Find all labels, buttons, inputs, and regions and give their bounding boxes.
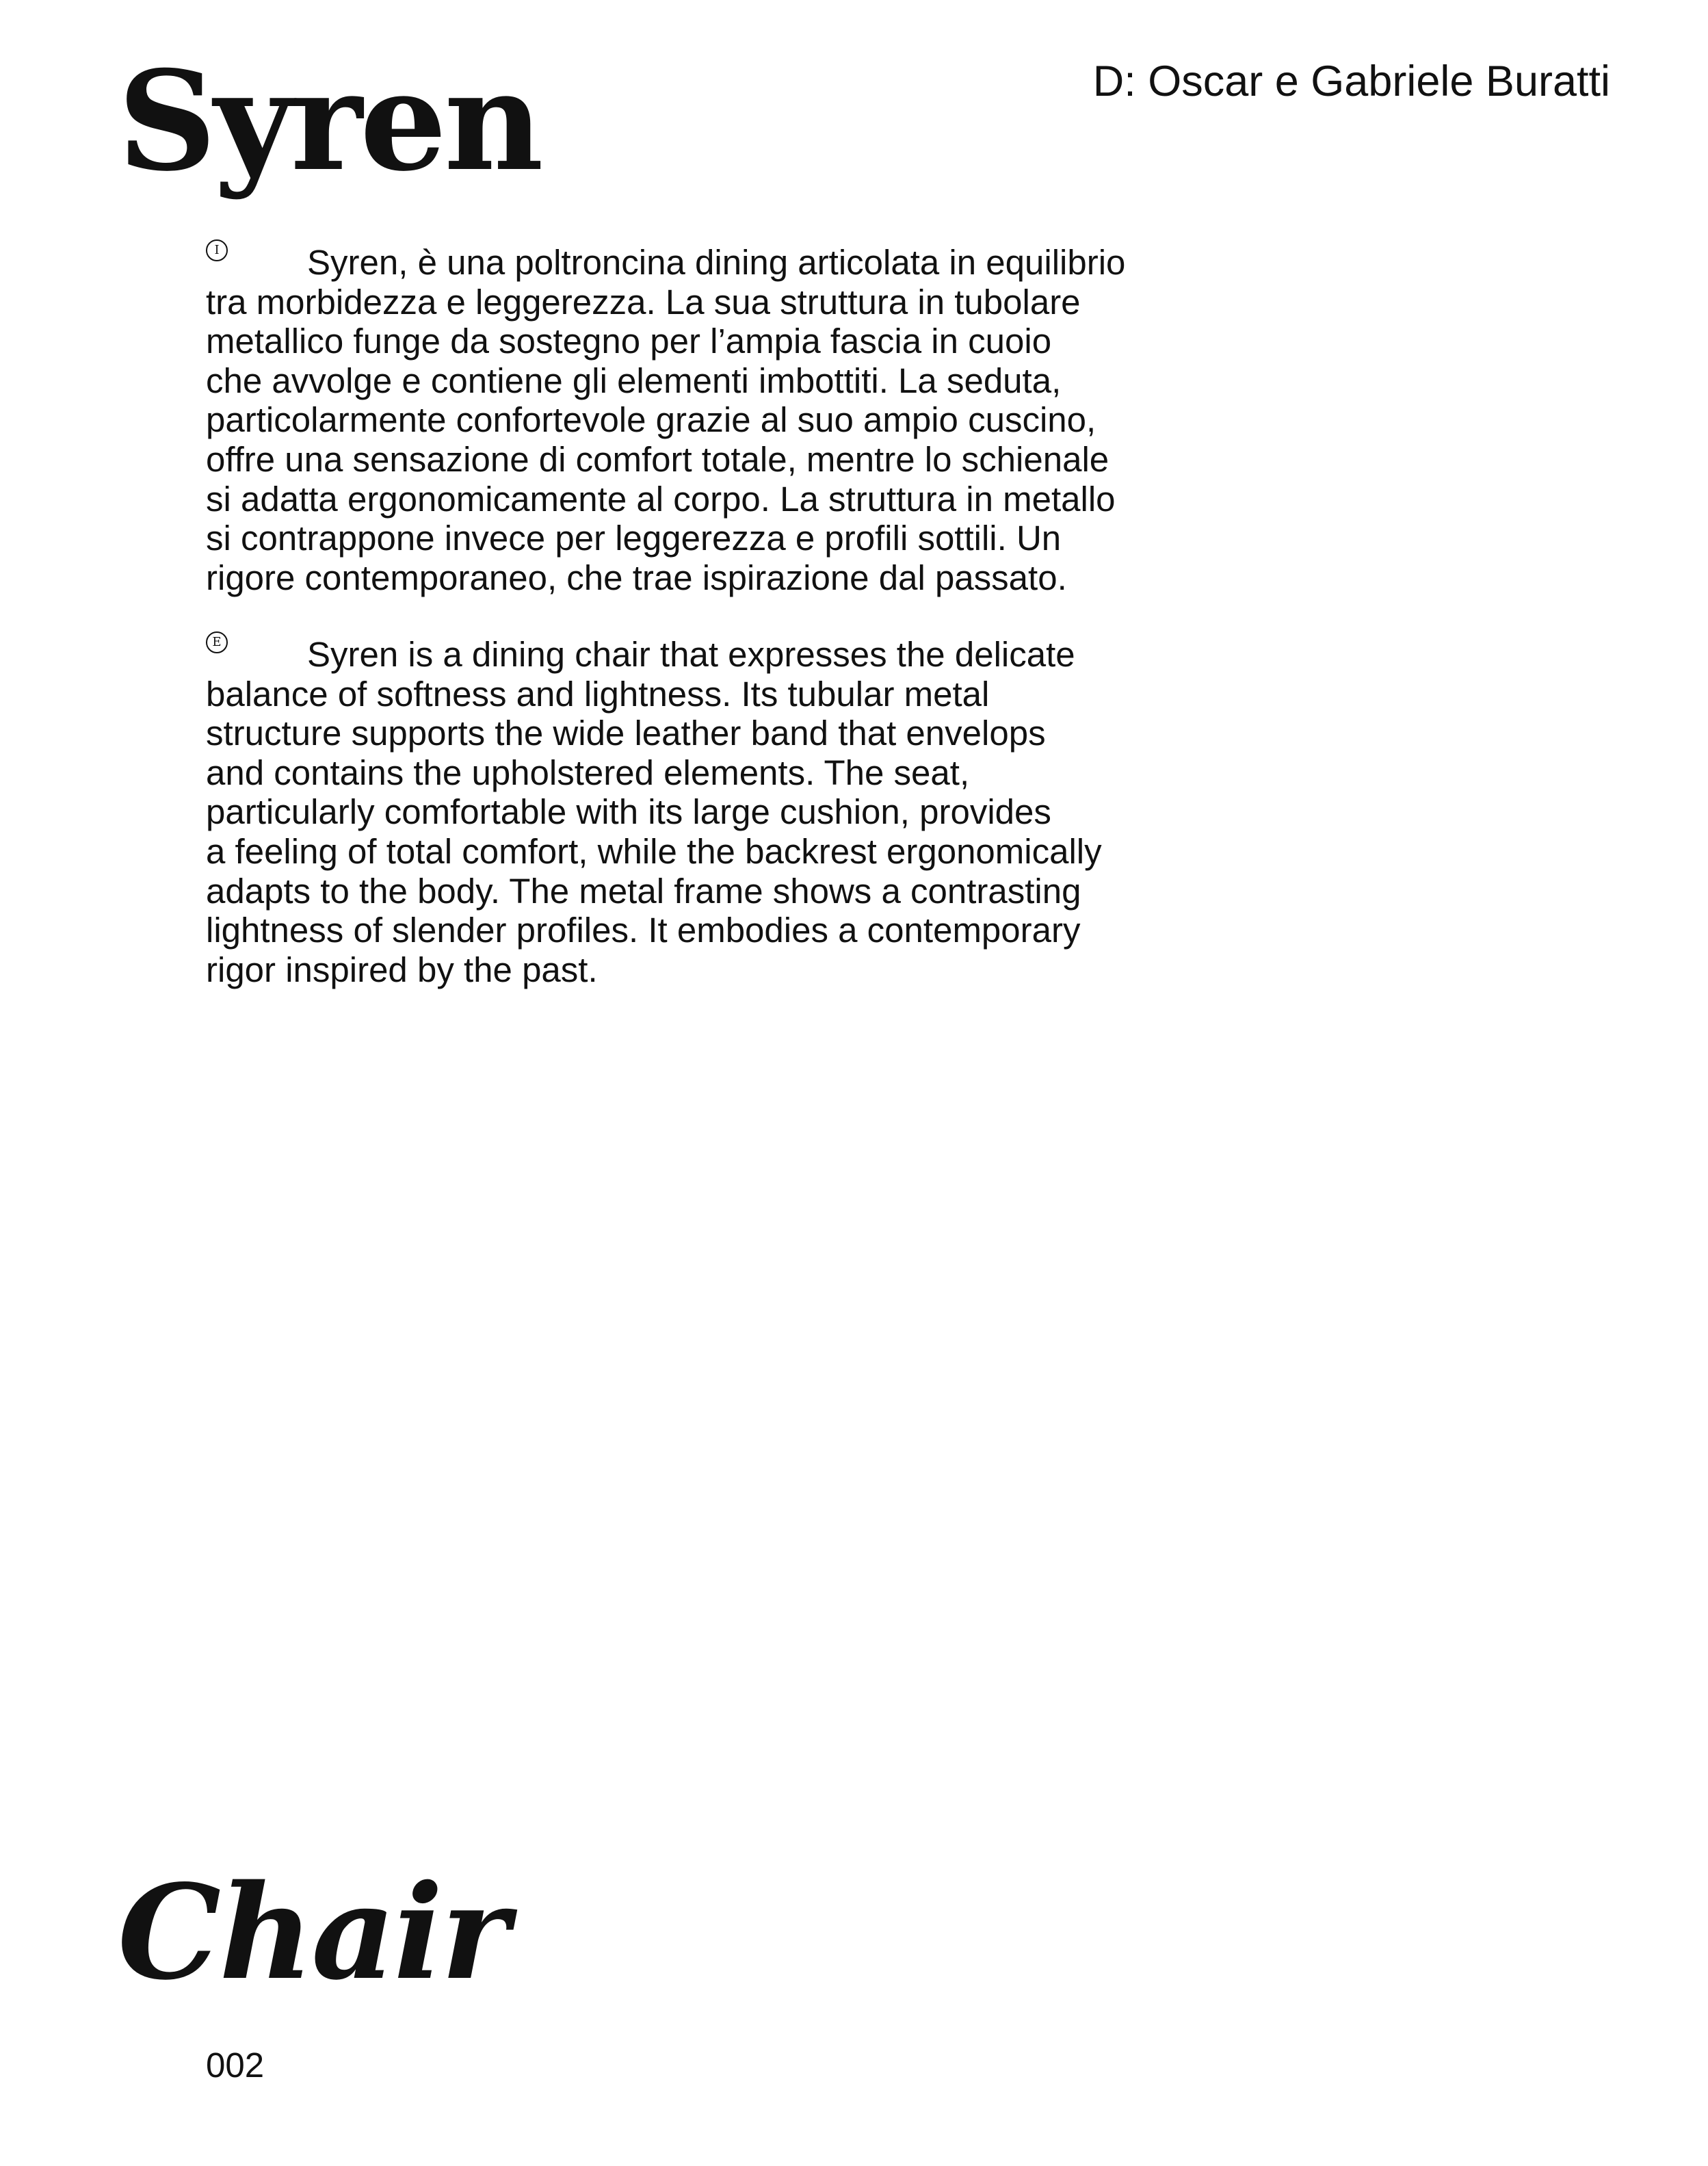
english-description-text: Syren is a dining chair that expresses the delicate balance of softness and lightness. Its tubular metal structure supports the wide leather band that envelops and contains the upholstered elements. The seat, particularly comfortable with its large cushion, provides a feeling of total comfort, while the backrest ergonomically adapts to the body. The metal frame shows a contrasting lightness of slender profiles. It embodies a contemporary rigor inspired by the past. [206,635,1102,989]
english-description [206,635,1246,989]
product-title: Syren [118,41,541,202]
product-category: Chair [118,1856,508,2009]
italian-language-icon: I [206,239,228,261]
italian-description [206,243,1246,597]
page-number: 002 [206,2046,265,2085]
designer-credit: D: Oscar e Gabriele Buratti [1092,57,1610,105]
italian-description-text: Syren, è una poltroncina dining articolata in equilibrio tra morbidezza e leggerezza. La sua struttura in tubolare metallico funge da sostegno per l’ampia fascia in cuoio che avvolge e contiene gli elementi imbottiti. La seduta, particolarmente confortevole grazie al suo ampio cuscino, offre una sensazione di comfort totale, mentre lo schienale si adatta ergonomicamente al corpo. La struttura in metallo si contrappone invece per leggerezza e profili sottili. Un rigore contemporaneo, che trae ispirazione dal passato. [206,243,1126,597]
english-language-icon: E [206,631,228,653]
